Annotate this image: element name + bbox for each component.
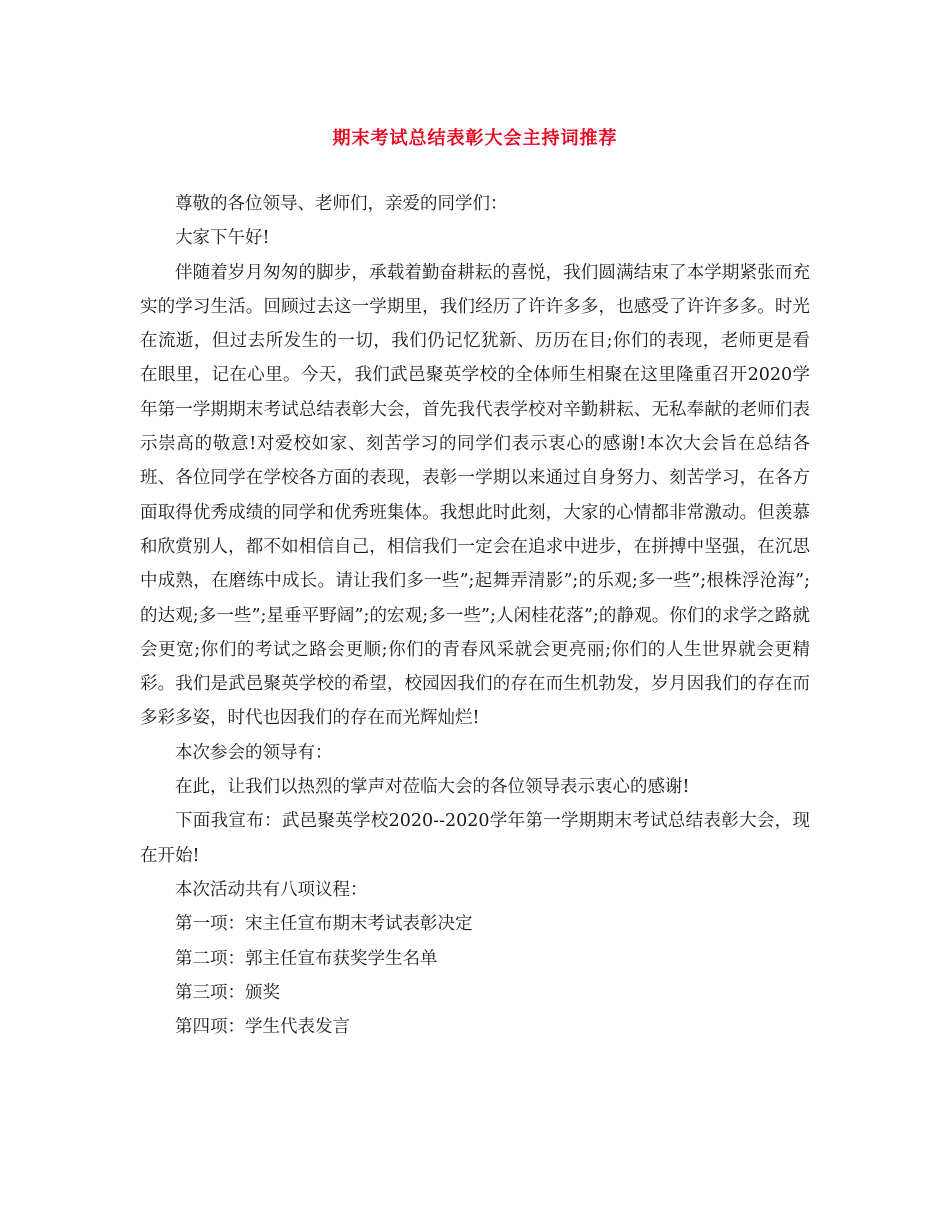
greeting-paragraph: 尊敬的各位领导、老师们，亲爱的同学们：	[175, 194, 508, 214]
agenda-item: 第二项：郭主任宣布获奖学生名单	[175, 948, 438, 969]
announcement-paragraph: 下面我宣布：武邑聚英学校2020--2020学年第一学期期末考试总结表彰大会，现在开始!	[140, 811, 810, 866]
agenda-item: 第三项：颁奖	[175, 982, 280, 1003]
thanks-paragraph: 在此，让我们以热烈的掌声对莅临大会的各位领导表示衷心的感谢!	[175, 777, 690, 798]
salutation-paragraph: 大家下午好!	[175, 228, 270, 249]
opening-speech-paragraph: 伴随着岁月匆匆的脚步，承载着勤奋耕耘的喜悦，我们圆满结束了本学期紧张而充实的学习生活。回顾过去这一学期里，我们经历了许许多多，也感受了许许多多。时光在流逝，但过去所发生的一切，我们仍记忆犹新、历历在目;你们的表现，老师更是看在眼里，记在心里。今天，我们武邑聚英学校的全体师生相聚在这里隆重召开2020学年第一学期期末考试总结表彰大会，首先我代表学校对辛勤耕耘、无私奉献的老师们表示崇高的敬意!对爱校如家、刻苦学习的同学们表示衷心的感谢!本次大会旨在总结各班、各位同学在学校各方面的表现，表彰一学期以来通过自身努力、刻苦学习，在各方面取得优秀成绩的同学和优秀班集体。我想此时此刻，大家的心情都非常激动。但羡慕和欣赏别人，都不如相信自己，相信我们一定会在追求中进步，在拼搏中坚强，在沉思中成熟，在磨练中成长。请让我们多一些”;起舞弄清影”;的乐观;多一些”;根株浮沧海”;的达观;多一些”;星垂平野阔”;的宏观;多一些”;人闲桂花落”;的静观。你们的求学之路就会更宽;你们的考试之路会更顺;你们的青春风采就会更亮丽;你们的人生世界就会更精彩。我们是武邑聚英学校的希望，校园因我们的存在而生机勃发，岁月因我们的存在而多彩多姿，时代也因我们的存在而光辉灿烂!	[140, 262, 810, 729]
document-title: 期末考试总结表彰大会主持词推荐	[332, 128, 618, 149]
agenda-item: 第一项：宋主任宣布期末考试表彰决定	[175, 914, 473, 935]
agenda-item: 第四项：学生代表发言	[175, 1017, 350, 1038]
agenda-intro-paragraph: 本次活动共有八项议程：	[175, 879, 368, 900]
attending-leaders-paragraph: 本次参会的领导有：	[175, 742, 333, 763]
document-body	[140, 187, 810, 1044]
